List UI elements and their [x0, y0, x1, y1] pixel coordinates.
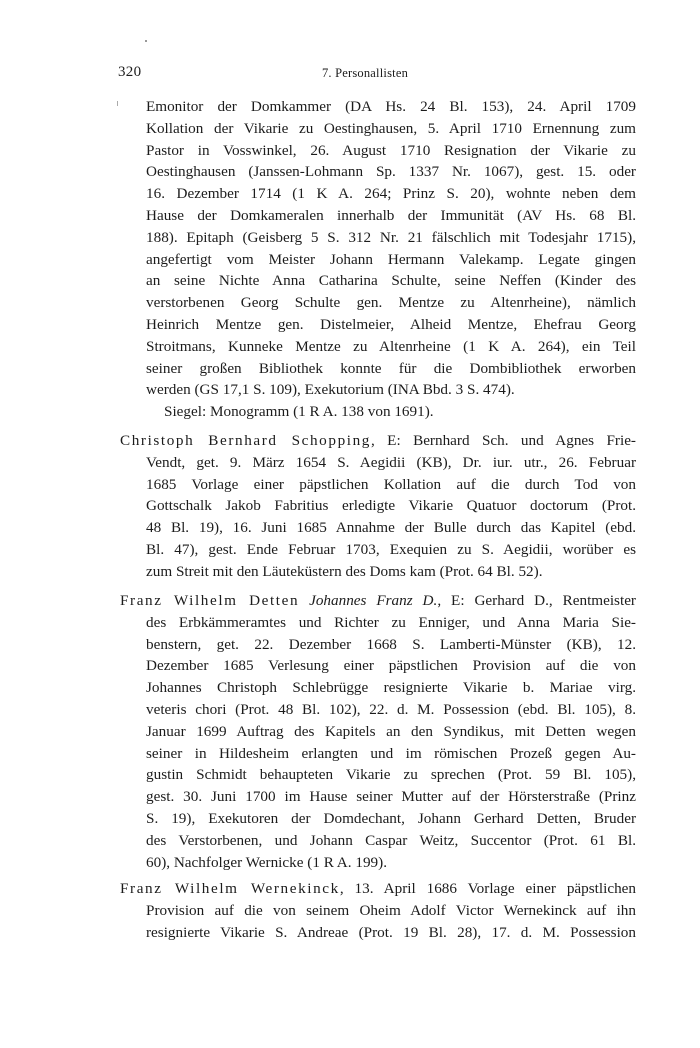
entry-line: angefertigt vom Meister Johann Hermann Valekamp. Legate gingen [146, 250, 636, 268]
person-name: Franz Wilhelm Wernekinck [120, 880, 340, 897]
entry-line: Dezember 1685 Verlesung einer päpstlichen Provision auf die von [146, 657, 636, 675]
entry-line: benstern, get. 22. Dezember 1668 S. Lamberti-Münster (KB), 12. [146, 635, 636, 653]
entry-line: Emonitor der Domkammer (DA Hs. 24 Bl. 153), 24. April 1709 [146, 98, 636, 115]
entry-first-line [120, 430, 636, 452]
entry-line: Oestinghausen (Janssen-Lohmann Sp. 1337 Nr. 1067), gest. 15. oder [146, 163, 636, 181]
entry-line: S. 19), Exekutoren der Domdechant, Johann Gerhard Detten, Bruder [146, 809, 636, 827]
margin-mark [117, 101, 118, 106]
entry-text: , E: Bernhard Sch. und Agnes Frie- [370, 432, 636, 449]
entry-line: an seine Nichte Anna Catharina Schulte, seine Neffen (Kinder des [146, 272, 636, 290]
entry-line: verstorbenen Georg Schulte gen. Mentze zu Altenrheine), nämlich [146, 294, 636, 312]
running-head: 7. Personallisten [321, 66, 409, 80]
entry-line: 188). Epitaph (Geisberg 5 S. 312 Nr. 21 fälschlich mit Todesjahr 1715), [146, 228, 636, 246]
entry-line: seiner großen Bibliothek konnte für die Dombibliothek erworben [146, 359, 636, 377]
entry-line: Gottschalk Jakob Fabritius erledigte Vikarie Quatuor doctorum (Prot. [146, 497, 636, 515]
entry-text: , 13. April 1686 Vorlage einer päpstlichen [339, 880, 636, 897]
entry-detten [120, 590, 636, 873]
entry-first-line [120, 878, 636, 900]
entry-line: Provision auf die von seinem Oheim Adolf Victor Wernekinck auf ihn [146, 901, 636, 919]
entry-line: veteris chori (Prot. 48 Bl. 102), 22. d. M. Possession (ebd. Bl. 105), 8. [146, 700, 636, 718]
entry-line: des Verstorbenen, und Johann Caspar Weitz, Succentor (Prot. 61 Bl. [146, 831, 636, 849]
entry-first-line [120, 590, 636, 612]
entry-line: zum Streit mit den Läuteküstern des Doms kam (Prot. 64 Bl. 52). [146, 562, 543, 580]
entry-wernekinck [120, 878, 636, 943]
alt-name: Johannes Franz D. [309, 592, 438, 609]
entry-line: Bl. 47), gest. Ende Februar 1703, Exequien zu S. Aegidii, worüber es [146, 540, 636, 558]
seal-note: Siegel: Monogramm (1 R A. 138 von 1691). [164, 403, 434, 421]
entry-line: des Erbkämmeramtes und Richter zu Enniger, und Anna Maria Sie- [146, 613, 636, 631]
entry-line: Kollation der Vikarie zu Oestinghausen, 5. April 1710 Ernennung zum [146, 119, 636, 137]
entry-line: 48 Bl. 19), 16. Juni 1685 Annahme der Bulle durch das Kapitel (ebd. [146, 519, 636, 537]
entry-text: , E: Gerhard D., Rentmeister [437, 592, 636, 609]
entry-line: Hause der Domkameralen innerhalb der Immunität (AV Hs. 68 Bl. [146, 206, 636, 224]
entry-line: gustin Schmidt behaupteten Vikarie zu sprechen (Prot. 59 Bl. 105), [146, 766, 636, 784]
entry-line: 16. Dezember 1714 (1 K A. 264; Prinz S. 20), wohnte neben dem [146, 185, 636, 203]
page-number: 320 [118, 64, 142, 80]
entry-line: 60), Nachfolger Wernicke (1 R A. 199). [146, 853, 388, 871]
entry-line: Vendt, get. 9. März 1654 S. Aegidii (KB), Dr. iur. utr., 26. Februar [146, 453, 636, 471]
entry-line: resignierte Vikarie S. Andreae (Prot. 19 Bl. 28), 17. d. M. Possession [146, 923, 636, 941]
entry-schopping [120, 430, 636, 583]
person-name: Franz Wilhelm Detten [120, 592, 300, 609]
scan-speck [145, 40, 147, 42]
entry-line: Pastor in Vosswinkel, 26. August 1710 Resignation der Vikarie zu [146, 141, 636, 159]
person-name: Christoph Bernhard Schopping [120, 432, 371, 449]
entry-line: gest. 30. Juni 1700 im Hause seiner Mutter auf der Hörsterstraße (Prinz [146, 788, 636, 806]
entry-line: Heinrich Mentze gen. Distelmeier, Alheid Mentze, Ehefrau Georg [146, 315, 636, 333]
entry-line: Johannes Christoph Schlebrügge resignierte Vikarie b. Mariae virg. [146, 679, 636, 697]
entry-line: werden (GS 17,1 S. 109), Exekutorium (INA Bbd. 3 S. 474). [146, 381, 515, 399]
entry-continuation [120, 96, 636, 423]
entry-line: Stroitmans, Kunneke Mentze zu Altenrheine (1 K A. 264), ein Teil [146, 337, 636, 355]
entry-line: Januar 1699 Auftrag des Kapitels an den Syndikus, mit Detten wegen [146, 722, 636, 740]
entry-line: 1685 Vorlage einer päpstlichen Kollation auf die durch Tod von [146, 475, 636, 493]
entry-line: seiner in Hildesheim erlangten und im römischen Prozeß gegen Au- [146, 744, 636, 762]
